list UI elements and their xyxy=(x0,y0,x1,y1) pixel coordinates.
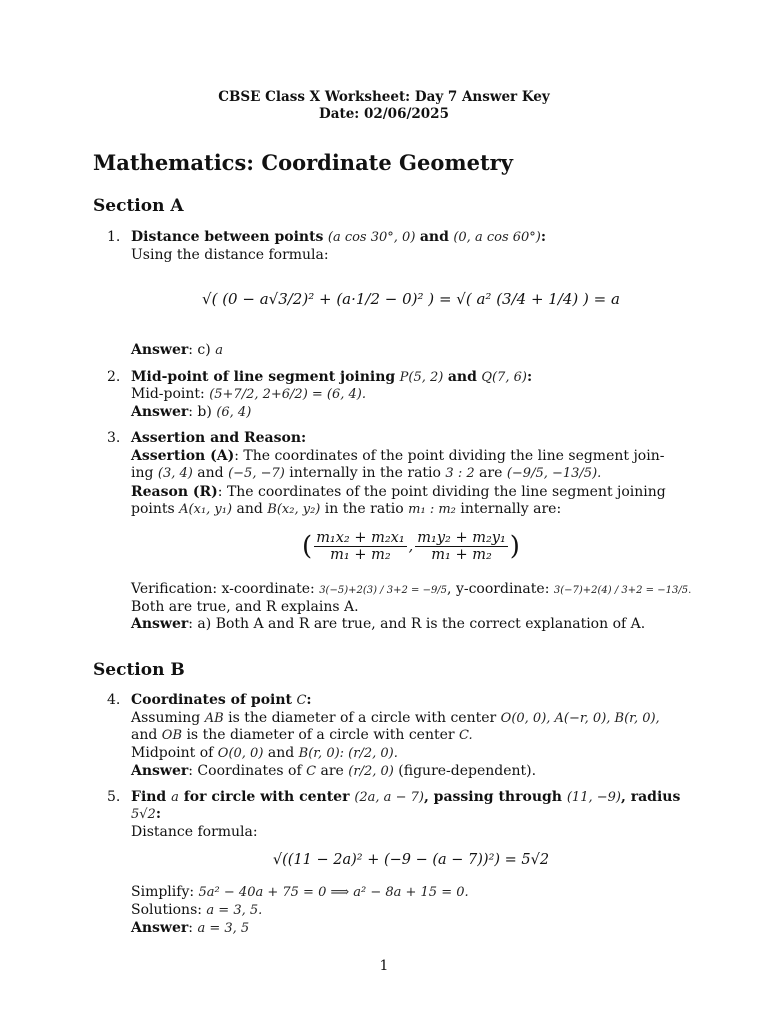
q3-section-formula: ( $\frac{\text{m₁x₂ + m₂x₁}}{\text{m₁ + m₂}}$ , $\frac{\text{m₁y₂ + m₂y₁}}{\text{m₁ + m₂}}$ ) xyxy=(302,530,520,563)
worksheet-date: Date: 02/06/2025 xyxy=(319,106,449,122)
q3-verification: Verification: x-coordinate: 3(−5)+2(3) / 3+2 = −9/5, y-coordinate: 3(−7)+2(4) / 3+2 = −13/5. xyxy=(131,581,692,597)
q4-line3: Midpoint of O(0, 0) and B(r, 0): (r/2, 0). xyxy=(131,745,398,761)
q4-line1: Assuming AB is the diameter of a circle with center O(0, 0), A(−r, 0), B(r, 0), xyxy=(131,710,660,726)
q4-answer: Answer: Coordinates of C are (r/2, 0) (figure-dependent). xyxy=(131,763,537,779)
q2-title: Mid-point of line segment joining P(5, 2) and Q(7, 6): xyxy=(131,369,533,385)
q2-midpoint: Mid-point: (5+7/2, 2+6/2) = (6, 4). xyxy=(131,386,367,402)
q3-reason-line2: points A(x₁, y₁) and B(x₂, y₂) in the ratio m₁ : m₂ internally are: xyxy=(131,501,562,517)
q3-conclusion: Both are true, and R explains A. xyxy=(131,599,359,615)
q1-title: Distance between points (a cos 30°, 0) and (0, a cos 60°): xyxy=(131,229,547,245)
q3-reason-line1: Reason (R): The coordinates of the point dividing the line segment joining xyxy=(131,484,666,500)
page-title: Mathematics: Coordinate Geometry xyxy=(93,150,513,175)
q5-radius: 5√2: xyxy=(131,806,161,822)
q3-assertion-line1: Assertion (A): The coordinates of the point dividing the line segment join- xyxy=(131,448,665,464)
q5-solutions: Solutions: a = 3, 5. xyxy=(131,902,263,918)
q3-assertion-line2: ing (3, 4) and (−5, −7) internally in the ratio 3 : 2 are (−9/5, −13/5). xyxy=(131,465,602,481)
q5-intro: Distance formula: xyxy=(131,824,258,840)
q3-answer: Answer: a) Both A and R are true, and R is the correct explanation of A. xyxy=(131,616,646,632)
q4-title: Coordinates of point C: xyxy=(131,692,312,708)
section-a-heading: Section A xyxy=(93,196,184,216)
q4-number: 4. xyxy=(107,692,121,708)
q5-answer: Answer: a = 3, 5 xyxy=(131,920,250,936)
q3-number: 3. xyxy=(107,430,121,446)
q1-answer: Answer: c) a xyxy=(131,342,223,358)
q1-intro: Using the distance formula: xyxy=(131,247,329,263)
q4-line2: and OB is the diameter of a circle with center C. xyxy=(131,727,473,743)
section-b-heading: Section B xyxy=(93,660,185,680)
q5-number: 5. xyxy=(107,789,121,805)
q1-distance-equation: √( (0 − a√3/2)² + (a·1/2 − 0)² ) = √( a² (3/4 + 1/4) ) = a xyxy=(202,290,620,308)
q2-number: 2. xyxy=(107,369,121,385)
q5-simplify: Simplify: 5a² − 40a + 75 = 0 ⟹ a² − 8a + 15 = 0. xyxy=(131,884,469,900)
q5-distance-equation: √((11 − 2a)² + (−9 − (a − 7))²) = 5√2 xyxy=(272,852,550,868)
q3-title: Assertion and Reason: xyxy=(131,430,307,446)
worksheet-title: CBSE Class X Worksheet: Day 7 Answer Key xyxy=(218,89,550,105)
q2-answer: Answer: b) (6, 4) xyxy=(131,404,252,420)
page-number: 1 xyxy=(379,958,389,974)
q1-number: 1. xyxy=(107,229,121,245)
q5-title: Find a for circle with center (2a, a − 7), passing through (11, −9), radius xyxy=(131,789,681,805)
